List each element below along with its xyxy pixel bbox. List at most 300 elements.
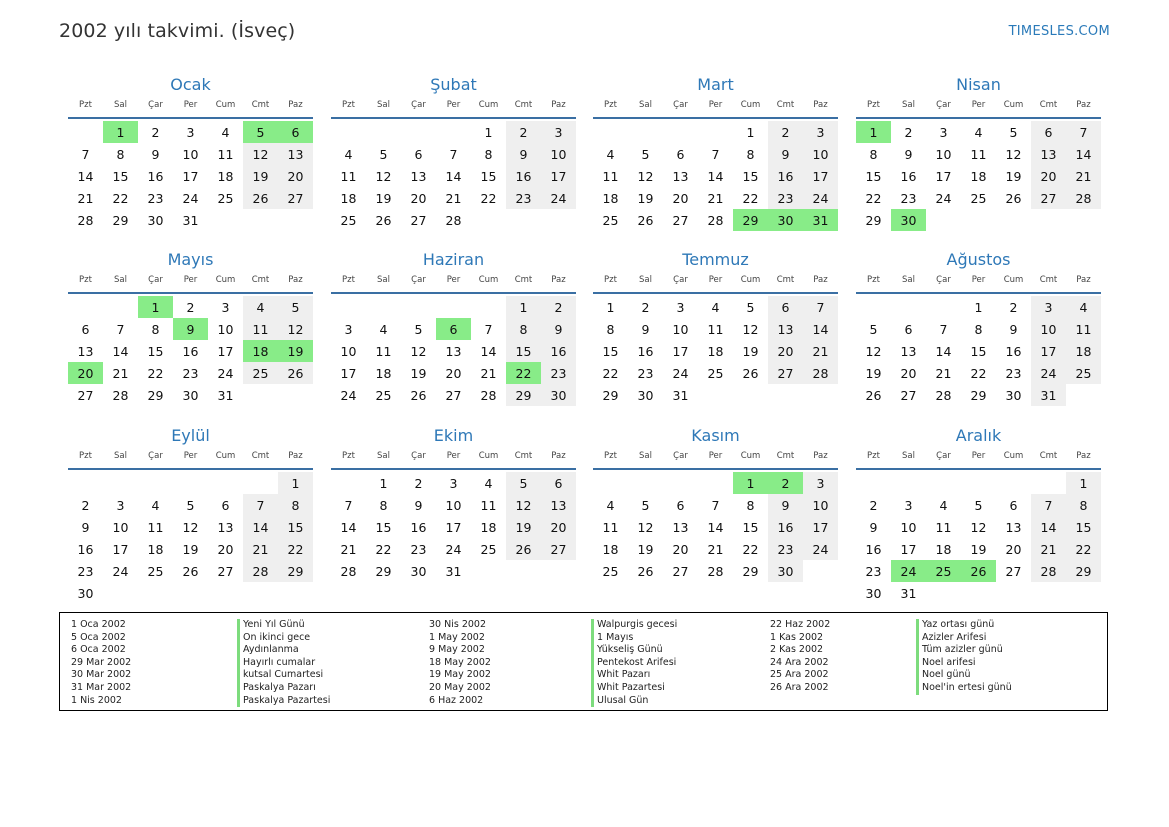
holiday-name: Yaz ortası günü [916, 619, 1012, 632]
day-cell: 7 [1066, 121, 1101, 143]
weekday-label: Paz [288, 100, 303, 110]
day-cell: 20 [541, 516, 576, 538]
day-cell: 14 [480, 343, 497, 359]
day-cell: 3 [904, 497, 913, 513]
day-cell: 23 [865, 563, 882, 579]
day-cell: 16 [768, 516, 803, 538]
day-cell: 10 [900, 519, 917, 535]
day-cell: 20 [1031, 165, 1066, 187]
day-cell: 26 [182, 563, 199, 579]
empty-cell [68, 296, 103, 318]
holiday-day-cell: 29 [733, 209, 768, 231]
day-cell: 9 [506, 143, 541, 165]
holiday-day-cell: 19 [278, 340, 313, 362]
day-cell: 29 [865, 212, 882, 228]
weekday-label: Cmt [251, 275, 270, 285]
day-cell: 29 [970, 387, 987, 403]
day-cell: 28 [935, 387, 952, 403]
day-cell: 24 [112, 563, 129, 579]
day-cell: 22 [742, 190, 759, 206]
day-cell: 7 [81, 146, 90, 162]
day-cell: 6 [676, 146, 685, 162]
day-cell: 12 [970, 519, 987, 535]
day-cell: 29 [742, 563, 759, 579]
day-cell: 19 [182, 541, 199, 557]
day-cell: 2 [414, 475, 423, 491]
day-cell: 26 [278, 362, 313, 384]
day-cell: 18 [970, 168, 987, 184]
day-cell: 8 [974, 321, 983, 337]
day-cell: 12 [1005, 146, 1022, 162]
weekday-label: Sal [639, 100, 652, 110]
holiday-name: Tüm azizler günü [916, 644, 1012, 657]
day-cell: 12 [865, 343, 882, 359]
day-grid [331, 472, 576, 582]
day-cell: 7 [449, 146, 458, 162]
day-cell: 27 [900, 387, 917, 403]
day-cell: 9 [541, 318, 576, 340]
weekday-label: Paz [813, 275, 828, 285]
day-cell: 27 [278, 187, 313, 209]
weekday-label: Pzt [867, 451, 880, 461]
day-cell: 18 [602, 190, 619, 206]
weekday-label: Sal [114, 451, 127, 461]
day-cell: 23 [506, 187, 541, 209]
day-cell: 23 [1005, 365, 1022, 381]
day-cell: 17 [445, 519, 462, 535]
day-cell: 14 [707, 168, 724, 184]
day-cell: 15 [970, 343, 987, 359]
day-cell: 2 [151, 124, 160, 140]
day-cell: 23 [182, 365, 199, 381]
day-cell: 18 [147, 541, 164, 557]
empty-cell [698, 472, 733, 494]
day-cell: 4 [221, 124, 230, 140]
day-cell: 15 [278, 516, 313, 538]
weekday-label: Cum [215, 275, 236, 285]
day-cell: 23 [541, 362, 576, 384]
weekday-label: Pzt [604, 100, 617, 110]
day-cell: 15 [375, 519, 392, 535]
day-cell: 27 [445, 387, 462, 403]
day-cell: 4 [151, 497, 160, 513]
day-cell: 25 [707, 365, 724, 381]
day-cell: 27 [410, 212, 427, 228]
day-cell: 31 [1031, 384, 1066, 406]
day-cell: 26 [637, 212, 654, 228]
weekday-label: Cmt [251, 451, 270, 461]
month-name: Mart [697, 75, 734, 94]
weekday-label: Cum [1003, 275, 1024, 285]
day-cell: 18 [480, 519, 497, 535]
holiday-date: 1 Oca 2002 [71, 619, 126, 630]
day-grid [331, 296, 576, 406]
day-cell: 21 [445, 190, 462, 206]
day-cell: 6 [768, 296, 803, 318]
day-cell: 23 [637, 365, 654, 381]
empty-cell [366, 296, 401, 318]
day-cell: 14 [445, 168, 462, 184]
day-cell: 19 [1005, 168, 1022, 184]
day-cell: 11 [217, 146, 234, 162]
day-cell: 16 [182, 343, 199, 359]
day-cell: 10 [217, 321, 234, 337]
weekday-label: Cmt [776, 275, 795, 285]
day-cell: 19 [742, 343, 759, 359]
day-cell: 21 [480, 365, 497, 381]
day-cell: 12 [410, 343, 427, 359]
day-cell: 26 [865, 387, 882, 403]
empty-cell [103, 472, 138, 494]
day-cell: 11 [602, 519, 619, 535]
holiday-day-cell: 1 [138, 296, 173, 318]
weekday-label: Cum [215, 451, 236, 461]
day-cell: 26 [1005, 190, 1022, 206]
empty-cell [331, 121, 366, 143]
day-cell: 19 [637, 190, 654, 206]
day-cell: 17 [803, 516, 838, 538]
weekday-label: Sal [902, 451, 915, 461]
day-cell: 10 [541, 143, 576, 165]
day-cell: 2 [506, 121, 541, 143]
day-cell: 31 [900, 585, 917, 601]
holiday-day-cell: 1 [733, 472, 768, 494]
weekday-label: Per [708, 451, 723, 461]
day-cell: 11 [147, 519, 164, 535]
month-name: Şubat [430, 75, 477, 94]
day-cell: 25 [375, 387, 392, 403]
day-cell: 3 [449, 475, 458, 491]
day-cell: 9 [1009, 321, 1018, 337]
day-cell: 8 [1066, 494, 1101, 516]
day-cell: 4 [606, 497, 615, 513]
weekday-label: Sal [639, 275, 652, 285]
day-cell: 2 [81, 497, 90, 513]
day-cell: 30 [410, 563, 427, 579]
weekday-label: Pzt [79, 451, 92, 461]
weekday-label: Cum [1003, 100, 1024, 110]
day-cell: 14 [707, 519, 724, 535]
day-cell: 1 [379, 475, 388, 491]
day-cell: 16 [541, 340, 576, 362]
empty-cell [68, 472, 103, 494]
day-cell: 12 [637, 168, 654, 184]
weekday-label: Paz [1076, 275, 1091, 285]
day-cell: 7 [116, 321, 125, 337]
month-8 [856, 249, 1101, 406]
day-cell: 24 [217, 365, 234, 381]
month-name: Ekim [433, 426, 474, 445]
day-cell: 3 [116, 497, 125, 513]
empty-cell [208, 472, 243, 494]
day-cell: 11 [340, 168, 357, 184]
day-cell: 3 [1031, 296, 1066, 318]
holiday-date: 20 May 2002 [429, 681, 491, 693]
holiday-name: Paskalya Pazartesi [237, 695, 330, 708]
day-cell: 18 [375, 365, 392, 381]
day-cell: 21 [112, 365, 129, 381]
day-cell: 26 [410, 387, 427, 403]
weekday-header [68, 97, 313, 119]
day-cell: 25 [217, 190, 234, 206]
holiday-date-column [770, 619, 830, 695]
day-cell: 22 [865, 190, 882, 206]
holiday-date-column [429, 619, 491, 707]
day-cell: 8 [869, 146, 878, 162]
weekday-label: Per [446, 100, 461, 110]
day-cell: 24 [935, 190, 952, 206]
day-cell: 27 [672, 212, 689, 228]
day-cell: 10 [340, 343, 357, 359]
month-1 [68, 74, 313, 231]
weekday-label: Çar [936, 275, 951, 285]
month-7 [593, 249, 838, 406]
weekday-label: Çar [673, 100, 688, 110]
day-cell: 28 [112, 387, 129, 403]
day-cell: 8 [116, 146, 125, 162]
weekday-label: Pzt [79, 275, 92, 285]
day-cell: 23 [900, 190, 917, 206]
holiday-day-cell: 22 [506, 362, 541, 384]
day-cell: 13 [1005, 519, 1022, 535]
month-name: Ağustos [946, 250, 1011, 269]
day-cell: 9 [414, 497, 423, 513]
day-cell: 9 [81, 519, 90, 535]
weekday-label: Cmt [776, 100, 795, 110]
holiday-date: 2 Kas 2002 [770, 644, 824, 656]
day-cell: 4 [344, 146, 353, 162]
day-cell: 31 [445, 563, 462, 579]
weekday-label: Cmt [514, 275, 533, 285]
weekday-label: Cum [740, 451, 761, 461]
day-cell: 19 [970, 541, 987, 557]
holiday-date: 6 Oca 2002 [71, 644, 126, 656]
holiday-date-column [71, 619, 131, 707]
weekday-label: Per [708, 275, 723, 285]
day-cell: 25 [480, 541, 497, 557]
day-cell: 5 [746, 299, 755, 315]
day-cell: 30 [637, 387, 654, 403]
weekday-label: Per [183, 275, 198, 285]
weekday-label: Cmt [776, 451, 795, 461]
day-cell: 13 [278, 143, 313, 165]
weekday-label: Çar [148, 100, 163, 110]
weekday-header [856, 272, 1101, 294]
weekday-label: Çar [411, 275, 426, 285]
day-cell: 29 [278, 560, 313, 582]
day-cell: 22 [742, 541, 759, 557]
weekday-header [68, 448, 313, 470]
day-cell: 4 [939, 497, 948, 513]
day-cell: 1 [506, 296, 541, 318]
day-cell: 13 [672, 519, 689, 535]
holiday-day-cell: 6 [436, 318, 471, 340]
day-cell: 18 [1066, 340, 1101, 362]
day-cell: 16 [410, 519, 427, 535]
empty-cell [856, 296, 891, 318]
month-name: Aralık [955, 426, 1002, 445]
month-12 [856, 425, 1101, 604]
day-cell: 14 [935, 343, 952, 359]
day-cell: 11 [1066, 318, 1101, 340]
weekday-label: Çar [411, 451, 426, 461]
day-cell: 29 [375, 563, 392, 579]
holiday-name: Whit Pazartesi [591, 682, 677, 695]
empty-cell [891, 296, 926, 318]
day-cell: 30 [541, 384, 576, 406]
day-cell: 31 [182, 212, 199, 228]
holiday-name: Noel'in ertesi günü [916, 682, 1012, 695]
day-cell: 17 [182, 168, 199, 184]
holiday-name: 1 Mayıs [591, 632, 677, 645]
day-cell: 7 [344, 497, 353, 513]
weekday-label: Pzt [604, 451, 617, 461]
day-cell: 23 [768, 538, 803, 560]
empty-cell [856, 472, 891, 494]
weekday-label: Paz [813, 451, 828, 461]
holiday-name: Hayırlı cumalar [237, 657, 330, 670]
day-cell: 19 [375, 190, 392, 206]
day-cell: 7 [939, 321, 948, 337]
weekday-header [68, 272, 313, 294]
day-grid [593, 296, 838, 406]
holiday-name: Noel günü [916, 669, 1012, 682]
day-cell: 11 [602, 168, 619, 184]
holiday-date: 18 May 2002 [429, 656, 491, 668]
holiday-day-cell: 2 [768, 472, 803, 494]
day-cell: 22 [970, 365, 987, 381]
day-cell: 3 [186, 124, 195, 140]
day-cell: 10 [445, 497, 462, 513]
weekday-label: Pzt [867, 100, 880, 110]
day-cell: 16 [77, 541, 94, 557]
holiday-date: 30 Mar 2002 [71, 669, 132, 681]
day-cell: 30 [77, 585, 94, 601]
day-cell: 15 [147, 343, 164, 359]
day-cell: 11 [480, 497, 497, 513]
day-cell: 29 [602, 387, 619, 403]
day-cell: 8 [746, 497, 755, 513]
weekday-label: Pzt [342, 451, 355, 461]
day-cell: 20 [672, 541, 689, 557]
empty-cell [243, 472, 278, 494]
day-cell: 16 [900, 168, 917, 184]
day-cell: 15 [742, 168, 759, 184]
day-cell: 23 [410, 541, 427, 557]
day-cell: 17 [935, 168, 952, 184]
weekday-label: Pzt [342, 275, 355, 285]
day-cell: 21 [1031, 538, 1066, 560]
empty-cell [138, 472, 173, 494]
day-cell: 3 [939, 124, 948, 140]
day-cell: 17 [803, 165, 838, 187]
day-cell: 8 [151, 321, 160, 337]
day-cell: 4 [1066, 296, 1101, 318]
day-cell: 9 [768, 494, 803, 516]
day-cell: 24 [541, 187, 576, 209]
holiday-date: 1 May 2002 [429, 631, 485, 643]
day-cell: 21 [1066, 165, 1101, 187]
day-cell: 13 [77, 343, 94, 359]
day-cell: 25 [340, 212, 357, 228]
holiday-name: Whit Pazarı [591, 669, 677, 682]
day-cell: 22 [480, 190, 497, 206]
day-cell: 1 [746, 124, 755, 140]
holiday-date: 24 Ara 2002 [770, 656, 829, 668]
day-cell: 28 [243, 560, 278, 582]
day-cell: 27 [672, 563, 689, 579]
day-cell: 21 [340, 541, 357, 557]
holiday-date: 5 Oca 2002 [71, 631, 126, 643]
day-cell: 28 [1066, 187, 1101, 209]
day-cell: 4 [379, 321, 388, 337]
day-grid [68, 472, 313, 604]
day-cell: 28 [707, 212, 724, 228]
day-cell: 24 [803, 187, 838, 209]
day-cell: 1 [278, 472, 313, 494]
day-cell: 13 [541, 494, 576, 516]
page-title: 2002 yılı takvimi. (İsveç) [59, 20, 296, 42]
day-cell: 15 [1066, 516, 1101, 538]
empty-cell [436, 121, 471, 143]
day-cell: 7 [711, 497, 720, 513]
weekday-label: Cum [478, 100, 499, 110]
day-cell: 28 [340, 563, 357, 579]
day-cell: 5 [379, 146, 388, 162]
empty-cell [891, 472, 926, 494]
holiday-day-cell: 25 [926, 560, 961, 582]
day-cell: 11 [970, 146, 987, 162]
holiday-name: Paskalya Pazarı [237, 682, 330, 695]
holiday-day-cell: 30 [768, 209, 803, 231]
day-cell: 10 [1031, 318, 1066, 340]
site-link[interactable]: TIMESLES.COM [1008, 24, 1110, 39]
day-cell: 4 [243, 296, 278, 318]
weekday-label: Çar [936, 100, 951, 110]
day-cell: 30 [865, 585, 882, 601]
day-cell: 8 [484, 146, 493, 162]
holiday-date: 9 May 2002 [429, 644, 485, 656]
day-cell: 23 [77, 563, 94, 579]
weekday-label: Paz [288, 275, 303, 285]
day-cell: 16 [865, 541, 882, 557]
day-grid [68, 121, 313, 231]
day-cell: 15 [112, 168, 129, 184]
day-cell: 2 [904, 124, 913, 140]
weekday-label: Paz [551, 275, 566, 285]
month-name: Kasım [691, 426, 740, 445]
day-cell: 5 [278, 296, 313, 318]
day-cell: 2 [869, 497, 878, 513]
day-cell: 26 [742, 365, 759, 381]
weekday-label: Paz [288, 451, 303, 461]
empty-cell [68, 121, 103, 143]
empty-cell [331, 296, 366, 318]
day-cell: 10 [803, 143, 838, 165]
day-cell: 24 [803, 538, 838, 560]
weekday-label: Sal [114, 100, 127, 110]
empty-cell [1031, 472, 1066, 494]
weekday-label: Sal [902, 275, 915, 285]
empty-cell [663, 472, 698, 494]
day-cell: 18 [602, 541, 619, 557]
holiday-day-cell: 5 [243, 121, 278, 143]
day-cell: 9 [869, 519, 878, 535]
weekday-label: Pzt [604, 275, 617, 285]
day-cell: 15 [480, 168, 497, 184]
day-cell: 25 [602, 212, 619, 228]
weekday-label: Cmt [514, 451, 533, 461]
